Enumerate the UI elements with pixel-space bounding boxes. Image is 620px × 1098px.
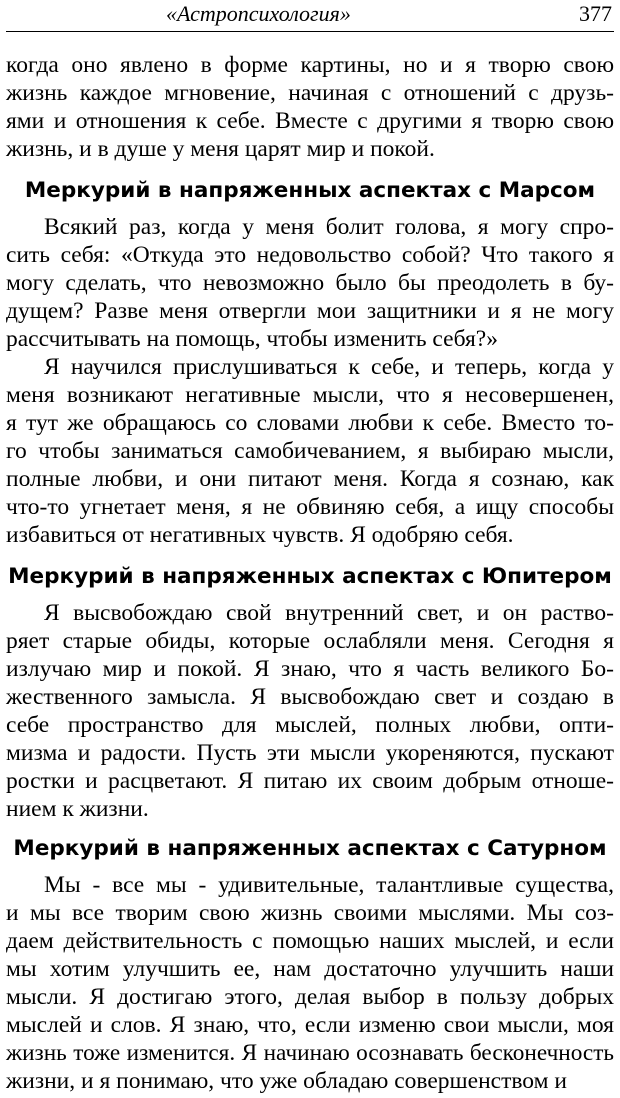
text-line: полные любви, и они питают меня. Когда я сознаю, как — [6, 466, 614, 492]
text-line: даем действительность с помощью наших мыслей, и если — [6, 928, 614, 954]
text-line: я тут же обращаюсь со словами любви к себе. Вместо то- — [6, 410, 614, 436]
text-line: сить себя: «Откуда это недовольство собой? Что такого я — [6, 242, 614, 268]
text-line: избавиться от негативных чувств. Я одобряю себя. — [6, 522, 514, 548]
text-line: Я высвобождаю свой внутренний свет, и он раство- — [44, 600, 614, 626]
text-line: Я научился прислушиваться к себе, и теперь, когда у — [44, 354, 614, 380]
text-line: мысли. Я достигаю этого, делая выбор в пользу добрых — [6, 984, 614, 1010]
text-line: жизни, и я понимаю, что уже обладаю совершенством и — [6, 1068, 567, 1094]
text-line: го чтобы заниматься самобичеванием, я выбираю мысли, — [6, 438, 614, 464]
text-line: мыслей и слов. Я знаю, что, если изменю свои мысли, моя — [6, 1012, 614, 1038]
text-line: ряет старые обиды, которые ослабляли меня. Сегодня я — [6, 628, 614, 654]
text-line: ями и отношения к себе. Вместе с другими я творю свою — [6, 108, 614, 134]
page-number: 377 — [579, 1, 612, 26]
header-rule — [6, 31, 614, 32]
text-line: могу сделать, что невозможно было бы преодолеть в бу- — [6, 270, 614, 296]
text-line: жественного замысла. Я высвобождаю свет и создаю в — [6, 684, 614, 710]
text-line: излучаю мир и покой. Я знаю, что я часть великого Бо- — [6, 656, 614, 682]
section-heading-jupiter: Меркурий в напряженных аспектах с Юпитером — [8, 564, 612, 589]
text-line: дущем? Разве меня отвергли мои защитники и я не могу — [6, 298, 614, 324]
text-line: Мы - все мы - удивительные, талантливые существа, — [44, 872, 614, 898]
text-line: Всякий раз, когда у меня болит голова, я могу спро- — [44, 214, 614, 240]
text-line: нием к жизни. — [6, 796, 149, 822]
text-line: рассчитывать на помощь, чтобы изменить себя?» — [6, 326, 498, 352]
text-line: мы хотим улучшить ее, нам достаточно улучшить наши — [6, 956, 614, 982]
text-line: ростки и расцветают. Я питаю их своим добрым отноше- — [6, 768, 614, 794]
text-line: меня возникают негативные мысли, что я несовершенен, — [6, 382, 614, 408]
text-line: жизнь тоже изменится. Я начинаю осознавать бесконечность — [6, 1040, 614, 1066]
text-line: жизнь каждое мгновение, начиная с отношений с друзь- — [6, 80, 614, 106]
book-title: «Астропсихология» — [166, 1, 351, 26]
text-line: мизма и радости. Пусть эти мысли укореняются, пускают — [6, 740, 614, 766]
text-line: себе пространство для мыслей, полных любви, опти- — [6, 712, 614, 738]
text-line: жизнь, и в душе у меня царят мир и покой. — [6, 136, 435, 162]
text-line: что-то угнетает меня, я не обвиняю себя, а ищу способы — [6, 494, 614, 520]
text-line: и мы все творим свою жизнь своими мыслями. Мы соз- — [6, 900, 614, 926]
section-heading-saturn: Меркурий в напряженных аспектах с Сатурном — [13, 836, 607, 861]
text-line: когда оно явлено в форме картины, но и я творю свою — [6, 52, 614, 78]
section-heading-mars: Меркурий в напряженных аспектах с Марсом — [24, 178, 596, 203]
running-header — [6, 0, 614, 28]
